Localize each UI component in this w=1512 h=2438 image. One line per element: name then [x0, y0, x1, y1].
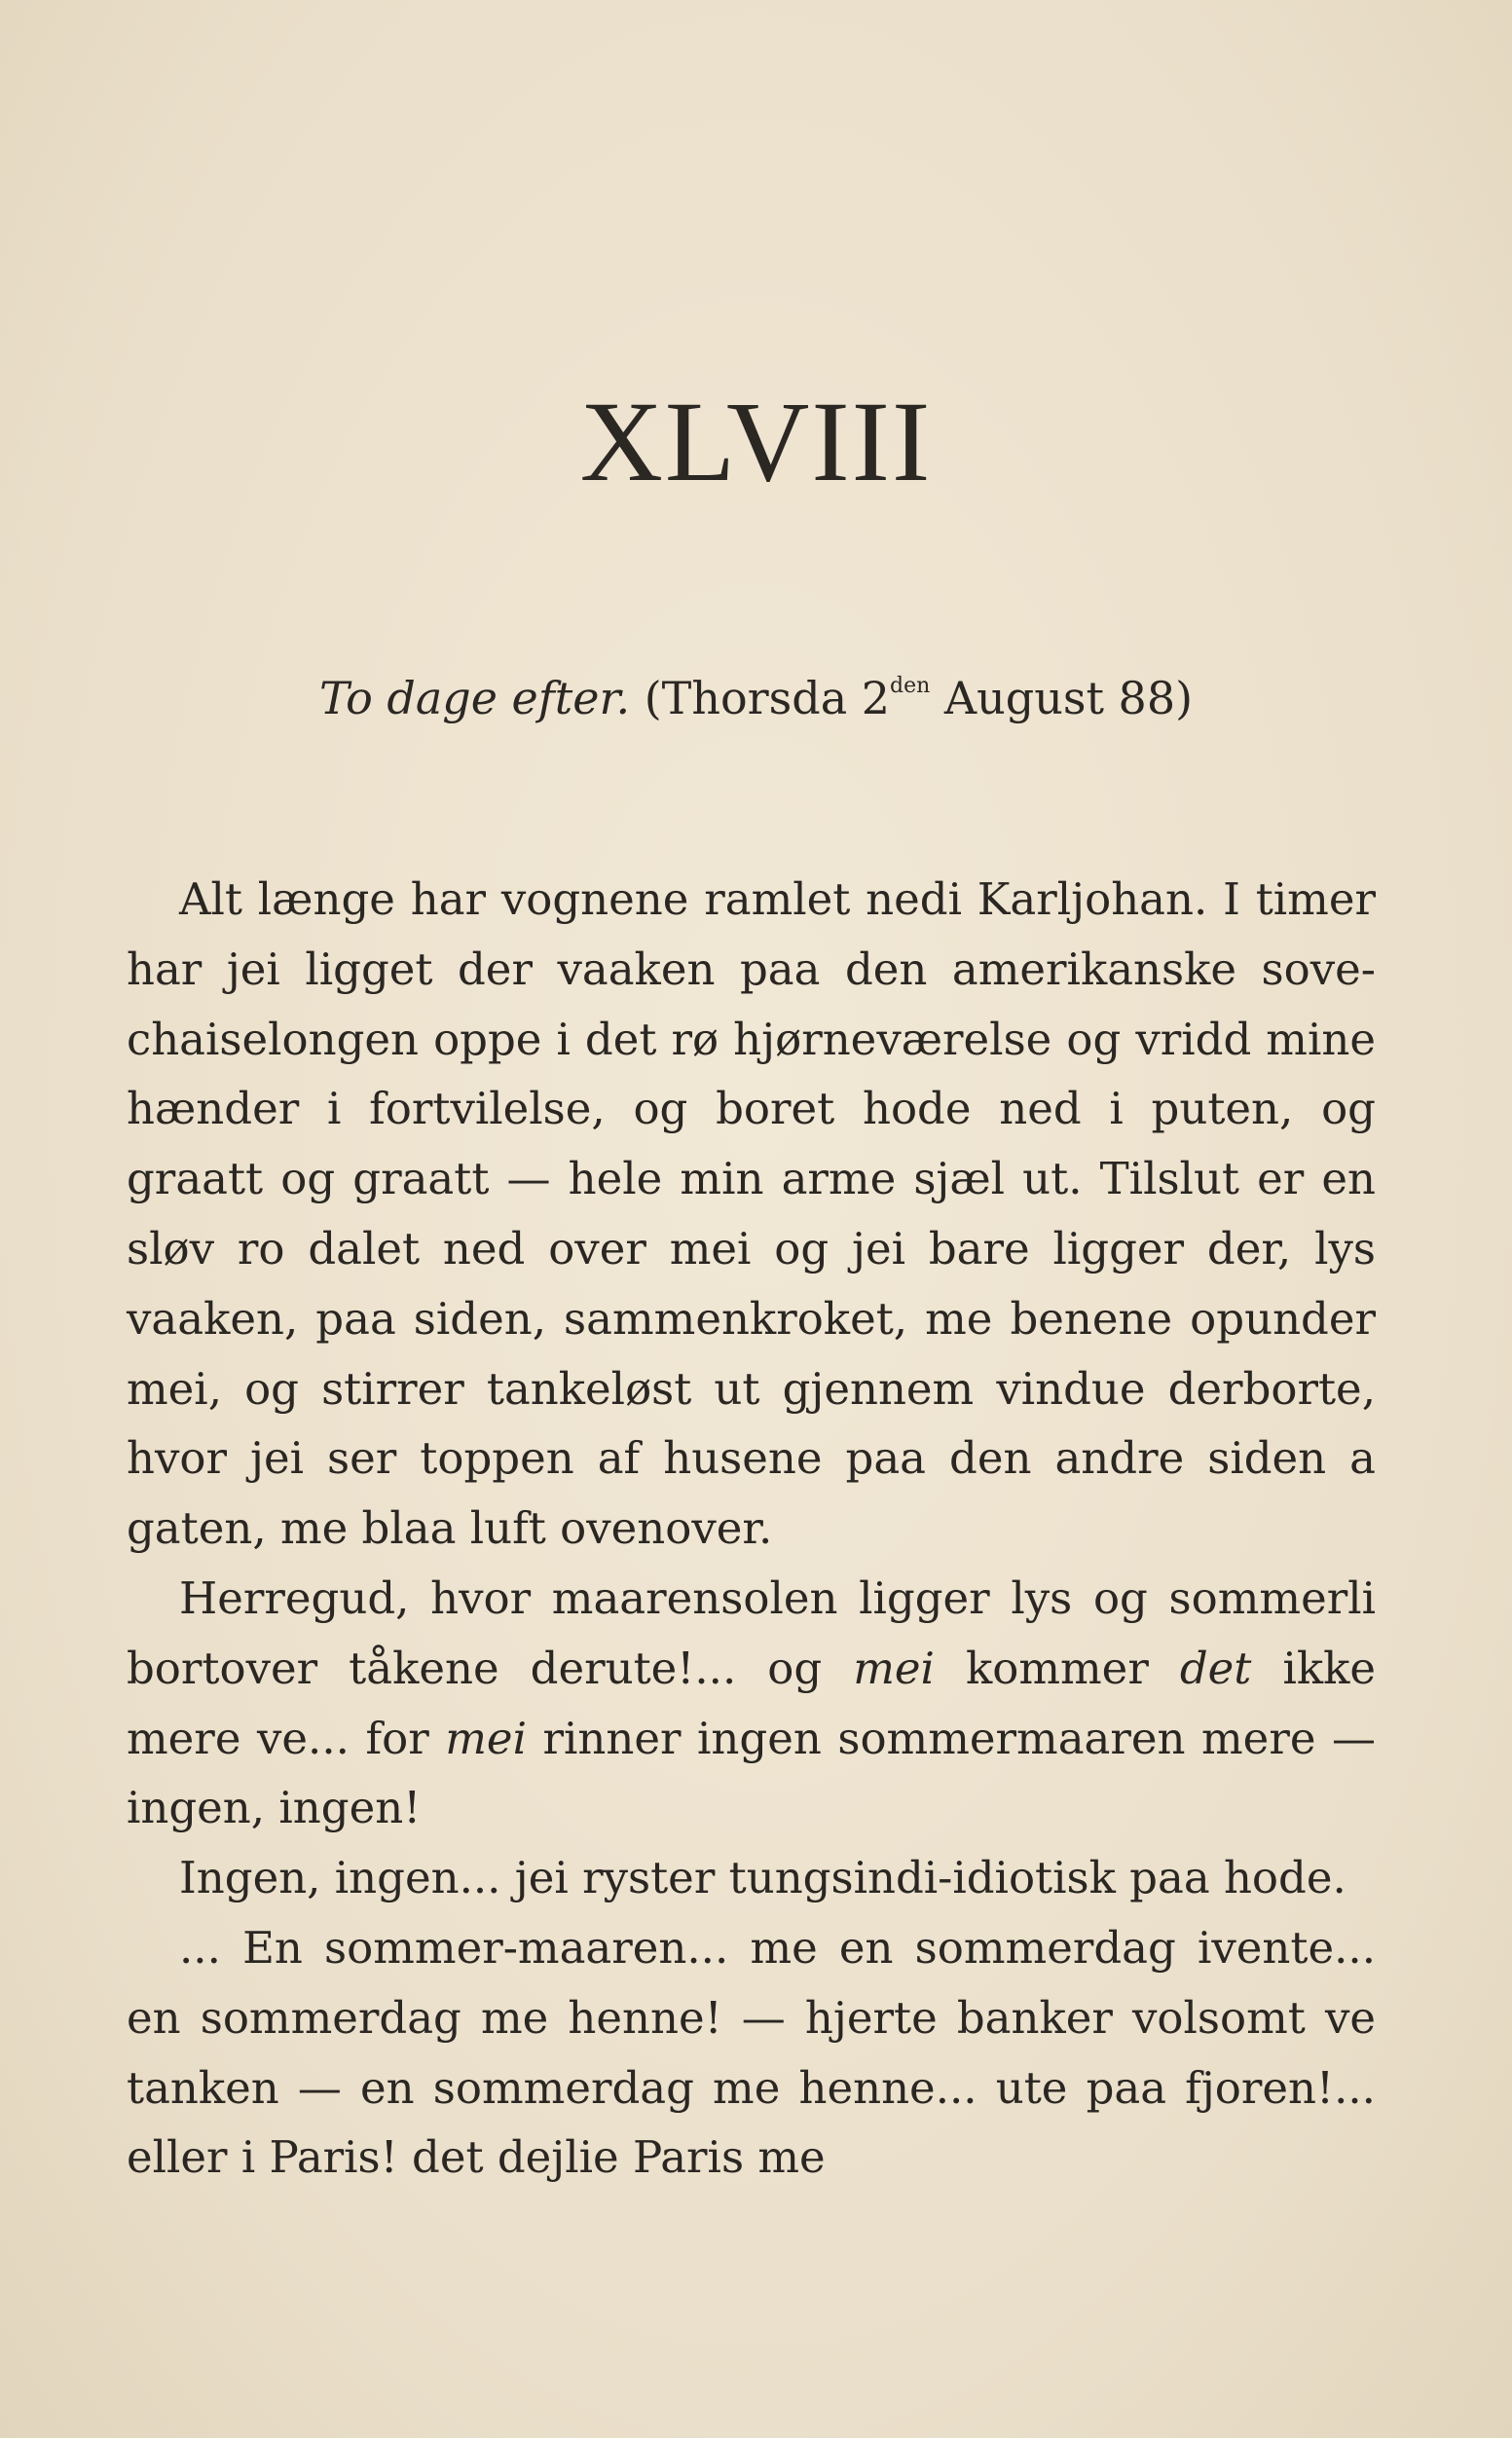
body-text [127, 865, 1376, 2193]
emphasis-text: det [1179, 1642, 1252, 1694]
chapter-number: XLVIII [579, 378, 933, 505]
paragraph [127, 1564, 1376, 1843]
paragraph-text: kommer [934, 1642, 1180, 1694]
heading-superscript: den [890, 674, 931, 698]
paragraph [127, 865, 1376, 1564]
paragraph-text: ... En sommer-maaren... me en sommerdag ivente... en sommerdag me henne! — hjerte banker volsomt ve tanken — en sommerdag me henne... ute paa fjoren!... eller i Paris! det dejlie Paris me [127, 1921, 1376, 2184]
paragraph-text: rinner ingen sommermaaren mere — ingen, ingen! [127, 1712, 1376, 1834]
paragraph [127, 1913, 1376, 2193]
emphasis-text: mei [853, 1642, 935, 1694]
paragraph-text: ikke mere ve... for [127, 1642, 1376, 1764]
paragraph-text: Alt længe har vognene ramlet nedi Karljohan. I timer har jei ligget der vaaken paa den amerikanske sove-chaiselongen oppe i det rø hjørneværelse og vridd mine hænder i fortvilelse, og boret hode ned i puten, og graatt og graatt — hele min arme sjæl ut. Tilslut er en sløv ro dalet ned over mei og jei bare ligger der, lys vaaken, paa siden, sammenkroket, me benene opunder mei, og stirrer tankeløst ut gjennem vindue derborte, hvor jei ser toppen af husene paa den andre siden a gaten, me blaa luft ovenover. [127, 873, 1376, 1555]
heading-date-end: August 88) [930, 672, 1194, 724]
paragraph [127, 1843, 1376, 1913]
heading-date-part: (Thorsda 2 [630, 672, 891, 724]
paragraph-text: Herregud, hvor maarensolen ligger lys og sommerli bortover tåkene derute!... og [127, 1571, 1376, 1694]
heading-italic: To dage efter. [318, 672, 631, 724]
chapter-heading [0, 672, 1512, 725]
emphasis-text: mei [445, 1712, 527, 1764]
paragraph-text: Ingen, ingen... jei ryster tungsindi-idiotisk paa hode. [179, 1852, 1346, 1904]
